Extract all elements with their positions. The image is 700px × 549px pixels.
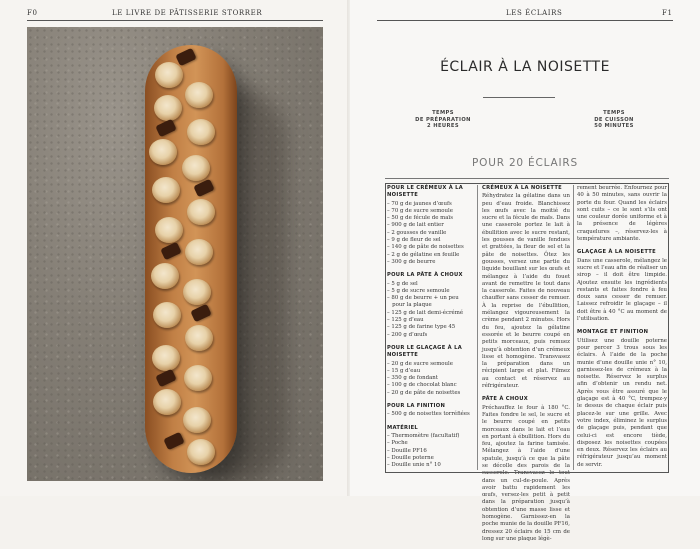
- cook-time-label-2: DE CUISSON: [594, 116, 634, 123]
- ingredient-heading: POUR LE CRÉMEUX À LA NOISETTE: [387, 185, 464, 199]
- ingredient-item: – 300 g de beurre: [387, 258, 436, 265]
- left-running-head: LE LIVRE DE PÂTISSERIE STORRER: [112, 9, 263, 17]
- ingredient-item: – 900 g de lait entier: [387, 222, 444, 229]
- method-heading: CRÉMEUX À LA NOISETTE: [482, 185, 563, 191]
- ingredient-item: – 200 g d’œufs: [387, 331, 428, 338]
- hazelnut: [151, 263, 179, 289]
- hazelnut: [182, 155, 210, 181]
- ingredient-item: – 80 g de beurre + un peu: [387, 295, 459, 302]
- recipe-frame: [385, 183, 669, 473]
- method-text: Dans une casserole, mélangez le sucre et l’eau afin de réaliser un sirop – il doit être limpide. Ajoutez ensuite les ingrédients restants et faites fondre à feu doux sans cesser de remuer. Laissez refroidir le glaçage – il doit être à 40 °C au moment de l’utilisation.: [577, 257, 667, 323]
- ingredient-item: – 350 g de fondant: [387, 375, 438, 382]
- ingredient-item: – 9 g de fleur de sel: [387, 237, 441, 244]
- cook-time: [564, 110, 664, 130]
- ingredient-item: – 15 g d’eau: [387, 367, 421, 374]
- hazelnut: [153, 389, 181, 415]
- left-header-rule: [27, 20, 323, 21]
- servings: POUR 20 ÉCLAIRS: [472, 157, 578, 169]
- hazelnut: [152, 345, 180, 371]
- hazelnut: [185, 325, 213, 351]
- ingredient-item: – Douille poterne: [387, 454, 434, 461]
- ingredient-item: – 125 g de farine type 45: [387, 324, 456, 331]
- recipe-title: ÉCLAIR À LA NOISETTE: [440, 59, 610, 76]
- cook-time-value: 50 MINUTES: [594, 123, 634, 130]
- method-heading: PÂTE À CHOUX: [482, 396, 529, 403]
- ingredient-heading: MATÉRIEL: [387, 424, 419, 431]
- ingredient-item: – Thermomètre (facultatif): [387, 432, 460, 439]
- ingredient-item: – 50 g de fécule de maïs: [387, 215, 453, 222]
- method-text: Utilisez une douille poterne pour percer 3 trous sous les éclairs. À l’aide de la poche munie d’une douille unie n° 10, garnissez-les de crémeux à la noisette. Réservez le surplus afin d’obtenir un rendu net. Après vous être assuré que le glaçage est à 40 °C, trempez-y le dessus de chaque éclair puis placez-le sur une grille. Avec votre index, éliminez le surplus de glaçage puis, pendant que celui-ci est encore tiède, disposez les noisettes coupées en deux. Réservez les éclairs au réfrigérateur jusqu’au moment de servir.: [577, 337, 667, 468]
- hazelnut: [183, 407, 211, 433]
- method-text: Réhydratez la gélatine dans un peu d’eau froide. Blanchissez les œufs avec la moitié du sucre et la fécule de maïs. Dans une casserole portez le lait à ébullition avec le sucre restant, les gousses de vanille fendues et grattées, la fleur de sel et la pâte de noisettes. Ôtez les gousses, versez une partie du liquide bouillant sur les œufs et mélangez à l’aide du fouet avant de remettre le tout dans la casserole. Faites de nouveau chauffer sans cesser de remuer. À la reprise de l’ébullition, mélangez vigoureusement la crème pendant 2 minutes. Hors du feu, ajoutez la gélatine essorée et le beurre coupé en petits morceaux, puis remuez jusqu’à obtention d’un crémeux lisse et homogène. Transvasez la préparation dans un récipient large et plat. Filmez au contact et réservez au réfrigérateur.: [482, 193, 570, 390]
- ingredient-item: – Poche: [387, 440, 408, 447]
- hazelnut: [185, 239, 213, 265]
- ingredient-item: – 125 g de lait demi-écrémé: [387, 309, 464, 316]
- ingredient-item: – Douille unie n° 10: [387, 462, 441, 469]
- ingredient-heading: POUR LA PÂTE À CHOUX: [387, 272, 463, 279]
- right-running-head: LES ÉCLAIRS: [506, 9, 563, 17]
- ingredient-item: pour la plaque: [387, 302, 432, 309]
- servings-rule: [385, 178, 669, 179]
- ingredient-item: – 125 g d’eau: [387, 317, 424, 324]
- prep-time-value: 2 HEURES: [427, 123, 459, 130]
- ingredient-item: – 5 g de sucre semoule: [387, 287, 450, 294]
- prep-time-label-1: TEMPS: [432, 110, 454, 116]
- method-text: Préchauffez le four à 180 °C. Faites fondre le sel, le sucre et le beurre coupé en petits morceaux dans le lait et l’eau en portant à ébullition. Hors du feu, ajoutez la farine tamisée. Mélangez à l’aide d’une spatule, jusqu’à ce que la pâte se décolle des parois de la casserole. Transvasez le tout dans un cul-de-poule. Après avoir battu rapidement les œufs, versez-les petit à petit dans la préparation jusqu’à obtention d’une masse lisse et homogène. Garnissez-en la poche munie de la douille PF16, dressez 20 éclairs de 15 cm de long sur une plaque légè-: [482, 404, 570, 542]
- cook-time-label-1: TEMPS: [603, 110, 625, 116]
- ingredient-item: – 70 g de sucre semoule: [387, 207, 453, 214]
- hazelnut: [153, 302, 181, 328]
- right-folio: F1: [662, 9, 673, 17]
- hazelnut: [187, 119, 215, 145]
- hazelnut: [155, 62, 183, 88]
- prep-time-label-2: DE PRÉPARATION: [415, 116, 471, 123]
- ingredient-item: – 140 g de pâte de noisettes: [387, 244, 464, 251]
- left-folio: F0: [27, 9, 38, 17]
- hazelnut: [184, 365, 212, 391]
- hazelnut: [183, 279, 211, 305]
- ingredient-item: – 20 g de sucre semoule: [387, 360, 453, 367]
- hazelnut: [149, 139, 177, 165]
- hazelnut: [154, 95, 182, 121]
- hazelnut: [185, 82, 213, 108]
- method-text: rement beurrée. Enfournez pour 40 à 50 minutes, sans ouvrir la porte du four. Quand les éclairs sont cuits – ce le sont s’ils ont une couleur dorée uniforme et à la présence de légères craquelures –, réservez-les à température ambiante.: [577, 185, 667, 243]
- ingredient-heading: POUR LE GLAÇAGE À LA NOISETTE: [387, 344, 463, 359]
- method-heading: GLAÇAGE À LA NOISETTE: [577, 249, 656, 256]
- left-page: [0, 0, 350, 496]
- method-heading: MONTAGE ET FINITION: [577, 329, 649, 336]
- ingredient-item: – 100 g de chocolat blanc: [387, 382, 457, 389]
- ingredient-item: – 500 g de noisettes torréfiées: [387, 411, 470, 418]
- ingredient-heading: POUR LA FINITION: [387, 403, 446, 410]
- ingredient-item: – 20 g de pâte de noisettes: [387, 389, 461, 396]
- prep-time: [393, 110, 493, 130]
- hazelnut: [152, 177, 180, 203]
- eclair-photo: [27, 27, 323, 481]
- ingredient-item: – 70 g de jaunes d’œufs: [387, 200, 452, 207]
- ingredient-item: – 2 g de gélatine en feuille: [387, 251, 460, 258]
- title-rule: [483, 97, 555, 98]
- hazelnut: [187, 439, 215, 465]
- ingredient-item: – 2 gousses de vanille: [387, 229, 447, 236]
- hazelnut: [187, 199, 215, 225]
- hazelnut: [155, 217, 183, 243]
- right-header-rule: [377, 20, 673, 21]
- ingredient-item: – 5 g de sel: [387, 280, 418, 287]
- ingredient-item: – Douille PF16: [387, 447, 427, 454]
